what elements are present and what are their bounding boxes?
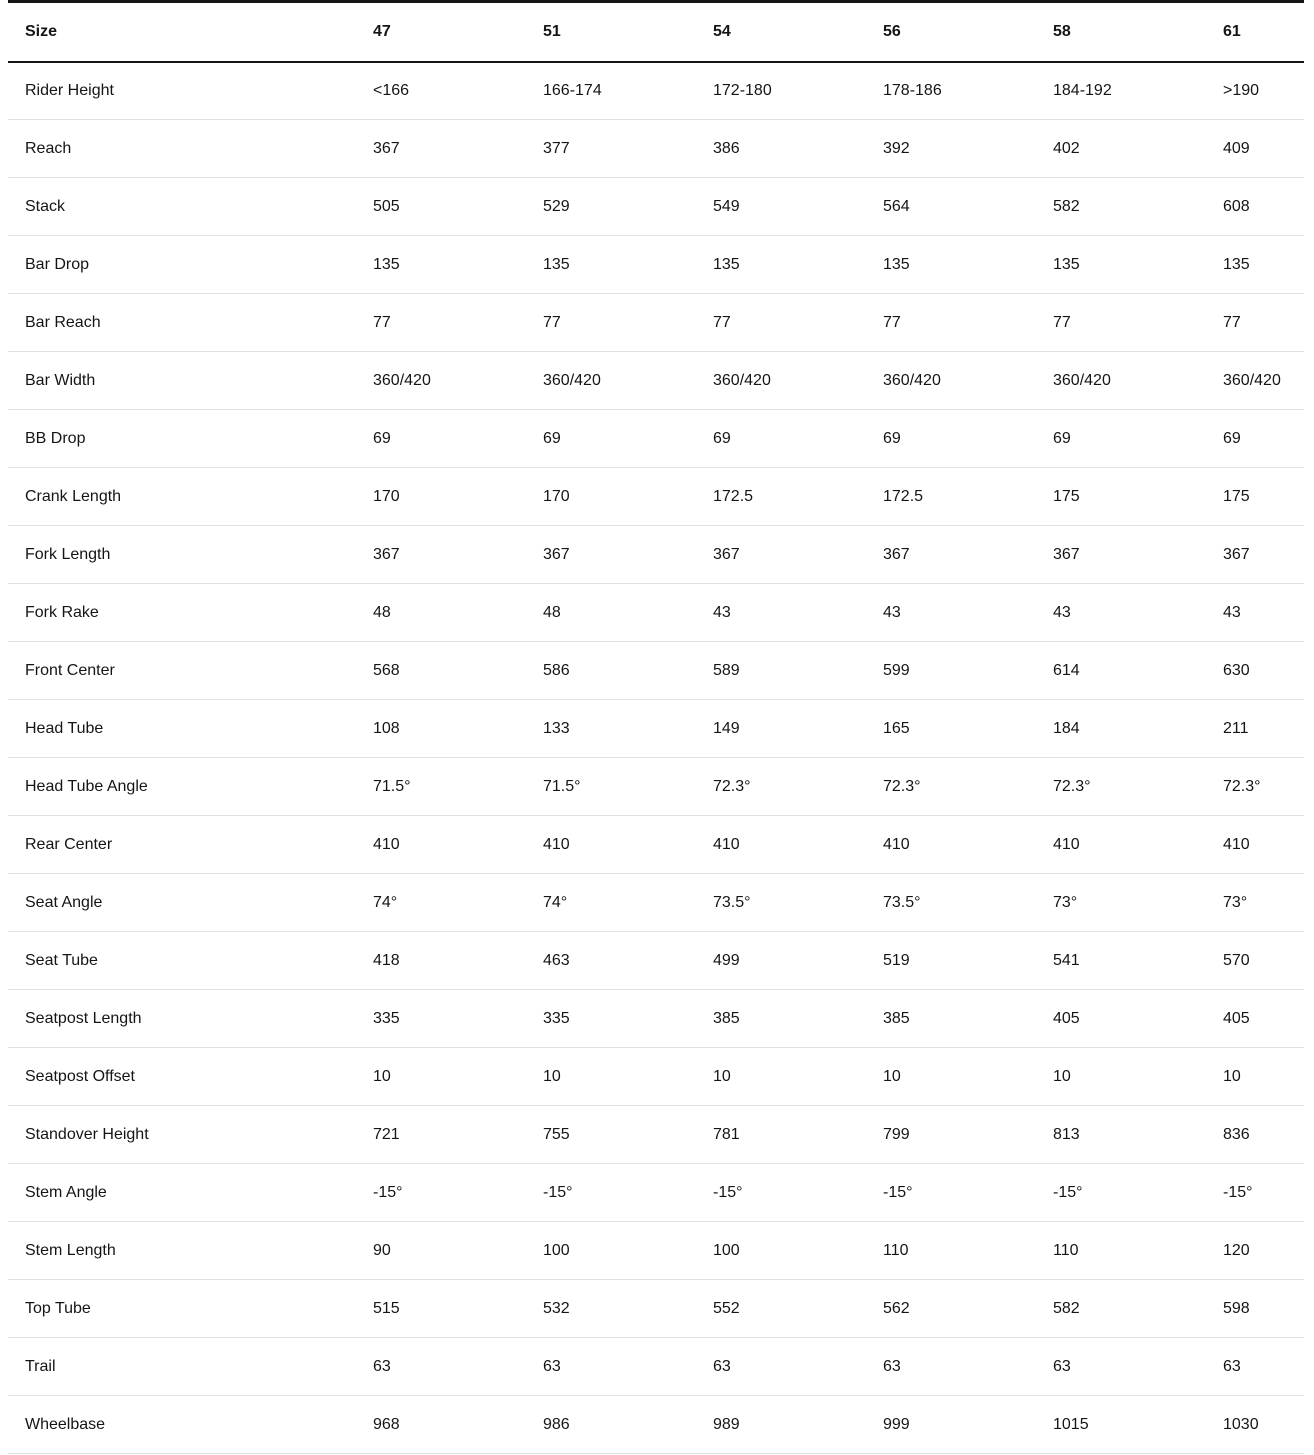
cell-value: 986 — [526, 1396, 696, 1454]
cell-value: 630 — [1206, 642, 1304, 700]
cell-value: 813 — [1036, 1106, 1206, 1164]
cell-value: 532 — [526, 1280, 696, 1338]
table-row — [8, 700, 1304, 758]
row-label: Trail — [8, 1338, 356, 1396]
cell-value: 73.5° — [866, 874, 1036, 932]
table-row — [8, 1164, 1304, 1222]
cell-value: 100 — [526, 1222, 696, 1280]
table-body — [8, 62, 1304, 1454]
cell-value: 360/420 — [1206, 352, 1304, 410]
cell-value: 69 — [526, 410, 696, 468]
cell-value: 77 — [526, 294, 696, 352]
cell-value: -15° — [526, 1164, 696, 1222]
row-label: Head Tube Angle — [8, 758, 356, 816]
cell-value: 135 — [526, 236, 696, 294]
column-header-56: 56 — [866, 2, 1036, 62]
cell-value: 43 — [1206, 584, 1304, 642]
cell-value: 599 — [866, 642, 1036, 700]
cell-value: 418 — [356, 932, 526, 990]
row-label: Fork Rake — [8, 584, 356, 642]
cell-value: 999 — [866, 1396, 1036, 1454]
cell-value: 69 — [866, 410, 1036, 468]
geometry-table — [8, 0, 1304, 1454]
cell-value: 69 — [1206, 410, 1304, 468]
cell-value: 505 — [356, 178, 526, 236]
cell-value: 10 — [1206, 1048, 1304, 1106]
cell-value: 570 — [1206, 932, 1304, 990]
cell-value: 184-192 — [1036, 62, 1206, 120]
cell-value: 170 — [526, 468, 696, 526]
table-row — [8, 526, 1304, 584]
cell-value: 608 — [1206, 178, 1304, 236]
cell-value: 367 — [356, 120, 526, 178]
table-row — [8, 1338, 1304, 1396]
cell-value: 135 — [866, 236, 1036, 294]
cell-value: 360/420 — [866, 352, 1036, 410]
table-row — [8, 294, 1304, 352]
cell-value: 385 — [866, 990, 1036, 1048]
cell-value: 10 — [526, 1048, 696, 1106]
cell-value: 463 — [526, 932, 696, 990]
header-row — [8, 2, 1304, 62]
cell-value: 968 — [356, 1396, 526, 1454]
table-row — [8, 410, 1304, 468]
cell-value: 135 — [1206, 236, 1304, 294]
table-row — [8, 642, 1304, 700]
cell-value: 72.3° — [1036, 758, 1206, 816]
cell-value: 71.5° — [526, 758, 696, 816]
cell-value: 10 — [696, 1048, 866, 1106]
cell-value: 178-186 — [866, 62, 1036, 120]
row-label: Bar Width — [8, 352, 356, 410]
cell-value: 63 — [526, 1338, 696, 1396]
row-label: Fork Length — [8, 526, 356, 584]
cell-value: 582 — [1036, 178, 1206, 236]
table-row — [8, 120, 1304, 178]
row-label: Head Tube — [8, 700, 356, 758]
row-label: Rider Height — [8, 62, 356, 120]
cell-value: 405 — [1206, 990, 1304, 1048]
cell-value: 989 — [696, 1396, 866, 1454]
cell-value: 73° — [1206, 874, 1304, 932]
cell-value: 1030 — [1206, 1396, 1304, 1454]
cell-value: 335 — [526, 990, 696, 1048]
table-row — [8, 584, 1304, 642]
row-label: Stem Length — [8, 1222, 356, 1280]
cell-value: -15° — [1206, 1164, 1304, 1222]
cell-value: 410 — [866, 816, 1036, 874]
row-label: Stack — [8, 178, 356, 236]
cell-value: 73° — [1036, 874, 1206, 932]
cell-value: -15° — [866, 1164, 1036, 1222]
cell-value: 77 — [1206, 294, 1304, 352]
cell-value: 541 — [1036, 932, 1206, 990]
cell-value: 77 — [1036, 294, 1206, 352]
cell-value: 562 — [866, 1280, 1036, 1338]
row-label: Standover Height — [8, 1106, 356, 1164]
row-label: Bar Drop — [8, 236, 356, 294]
table-row — [8, 1048, 1304, 1106]
column-header-54: 54 — [696, 2, 866, 62]
cell-value: 409 — [1206, 120, 1304, 178]
cell-value: 836 — [1206, 1106, 1304, 1164]
cell-value: 549 — [696, 178, 866, 236]
row-label: Reach — [8, 120, 356, 178]
row-label: BB Drop — [8, 410, 356, 468]
column-header-58: 58 — [1036, 2, 1206, 62]
cell-value: 211 — [1206, 700, 1304, 758]
cell-value: 515 — [356, 1280, 526, 1338]
table-row — [8, 874, 1304, 932]
cell-value: 72.3° — [866, 758, 1036, 816]
cell-value: 367 — [526, 526, 696, 584]
cell-value: 360/420 — [696, 352, 866, 410]
cell-value: 63 — [1206, 1338, 1304, 1396]
cell-value: 43 — [866, 584, 1036, 642]
table-row — [8, 468, 1304, 526]
row-label: Front Center — [8, 642, 356, 700]
cell-value: 175 — [1206, 468, 1304, 526]
cell-value: 72.3° — [1206, 758, 1304, 816]
row-label: Seatpost Length — [8, 990, 356, 1048]
cell-value: 135 — [356, 236, 526, 294]
column-header-47: 47 — [356, 2, 526, 62]
row-label: Seat Tube — [8, 932, 356, 990]
cell-value: 74° — [356, 874, 526, 932]
cell-value: 589 — [696, 642, 866, 700]
table-row — [8, 990, 1304, 1048]
cell-value: 77 — [356, 294, 526, 352]
cell-value: 385 — [696, 990, 866, 1048]
column-header-size: Size — [8, 2, 356, 62]
cell-value: 377 — [526, 120, 696, 178]
cell-value: -15° — [1036, 1164, 1206, 1222]
cell-value: 172.5 — [866, 468, 1036, 526]
cell-value: 48 — [526, 584, 696, 642]
cell-value: 499 — [696, 932, 866, 990]
cell-value: 10 — [356, 1048, 526, 1106]
cell-value: 598 — [1206, 1280, 1304, 1338]
cell-value: 614 — [1036, 642, 1206, 700]
cell-value: 367 — [356, 526, 526, 584]
cell-value: 360/420 — [526, 352, 696, 410]
row-label: Seat Angle — [8, 874, 356, 932]
cell-value: 166-174 — [526, 62, 696, 120]
cell-value: 10 — [866, 1048, 1036, 1106]
cell-value: 367 — [1036, 526, 1206, 584]
cell-value: 69 — [696, 410, 866, 468]
cell-value: 781 — [696, 1106, 866, 1164]
table-row — [8, 1106, 1304, 1164]
table-row — [8, 1222, 1304, 1280]
cell-value: 367 — [1206, 526, 1304, 584]
cell-value: 392 — [866, 120, 1036, 178]
cell-value: 43 — [1036, 584, 1206, 642]
cell-value: >190 — [1206, 62, 1304, 120]
cell-value: 74° — [526, 874, 696, 932]
cell-value: 108 — [356, 700, 526, 758]
cell-value: 90 — [356, 1222, 526, 1280]
table-row — [8, 1396, 1304, 1454]
table-row — [8, 932, 1304, 990]
cell-value: 582 — [1036, 1280, 1206, 1338]
row-label: Bar Reach — [8, 294, 356, 352]
cell-value: 386 — [696, 120, 866, 178]
row-label: Seatpost Offset — [8, 1048, 356, 1106]
cell-value: 755 — [526, 1106, 696, 1164]
row-label: Stem Angle — [8, 1164, 356, 1222]
cell-value: 170 — [356, 468, 526, 526]
table-row — [8, 62, 1304, 120]
table-row — [8, 236, 1304, 294]
column-header-51: 51 — [526, 2, 696, 62]
row-label: Top Tube — [8, 1280, 356, 1338]
cell-value: 135 — [696, 236, 866, 294]
table-row — [8, 758, 1304, 816]
cell-value: 402 — [1036, 120, 1206, 178]
cell-value: 165 — [866, 700, 1036, 758]
cell-value: 410 — [1206, 816, 1304, 874]
cell-value: 10 — [1036, 1048, 1206, 1106]
cell-value: 175 — [1036, 468, 1206, 526]
cell-value: 73.5° — [696, 874, 866, 932]
cell-value: 63 — [696, 1338, 866, 1396]
cell-value: 120 — [1206, 1222, 1304, 1280]
cell-value: 586 — [526, 642, 696, 700]
cell-value: 410 — [696, 816, 866, 874]
cell-value: 63 — [1036, 1338, 1206, 1396]
cell-value: 149 — [696, 700, 866, 758]
row-label: Rear Center — [8, 816, 356, 874]
column-header-61: 61 — [1206, 2, 1304, 62]
cell-value: 519 — [866, 932, 1036, 990]
cell-value: 564 — [866, 178, 1036, 236]
cell-value: 110 — [866, 1222, 1036, 1280]
cell-value: 63 — [866, 1338, 1036, 1396]
table-row — [8, 178, 1304, 236]
cell-value: 48 — [356, 584, 526, 642]
cell-value: 172-180 — [696, 62, 866, 120]
cell-value: 410 — [356, 816, 526, 874]
cell-value: 72.3° — [696, 758, 866, 816]
cell-value: 133 — [526, 700, 696, 758]
cell-value: 1015 — [1036, 1396, 1206, 1454]
cell-value: 110 — [1036, 1222, 1206, 1280]
cell-value: 43 — [696, 584, 866, 642]
cell-value: 335 — [356, 990, 526, 1048]
cell-value: 799 — [866, 1106, 1036, 1164]
cell-value: 77 — [696, 294, 866, 352]
cell-value: 410 — [526, 816, 696, 874]
table-row — [8, 1280, 1304, 1338]
cell-value: 721 — [356, 1106, 526, 1164]
cell-value: 360/420 — [1036, 352, 1206, 410]
cell-value: 410 — [1036, 816, 1206, 874]
cell-value: 529 — [526, 178, 696, 236]
cell-value: <166 — [356, 62, 526, 120]
cell-value: 71.5° — [356, 758, 526, 816]
cell-value: -15° — [356, 1164, 526, 1222]
row-label: Crank Length — [8, 468, 356, 526]
cell-value: 135 — [1036, 236, 1206, 294]
cell-value: 77 — [866, 294, 1036, 352]
cell-value: 568 — [356, 642, 526, 700]
cell-value: 63 — [356, 1338, 526, 1396]
cell-value: 172.5 — [696, 468, 866, 526]
cell-value: 552 — [696, 1280, 866, 1338]
cell-value: 184 — [1036, 700, 1206, 758]
cell-value: 367 — [696, 526, 866, 584]
cell-value: 100 — [696, 1222, 866, 1280]
row-label: Wheelbase — [8, 1396, 356, 1454]
table-row — [8, 352, 1304, 410]
cell-value: 360/420 — [356, 352, 526, 410]
cell-value: -15° — [696, 1164, 866, 1222]
cell-value: 69 — [356, 410, 526, 468]
cell-value: 69 — [1036, 410, 1206, 468]
table-row — [8, 816, 1304, 874]
cell-value: 405 — [1036, 990, 1206, 1048]
cell-value: 367 — [866, 526, 1036, 584]
